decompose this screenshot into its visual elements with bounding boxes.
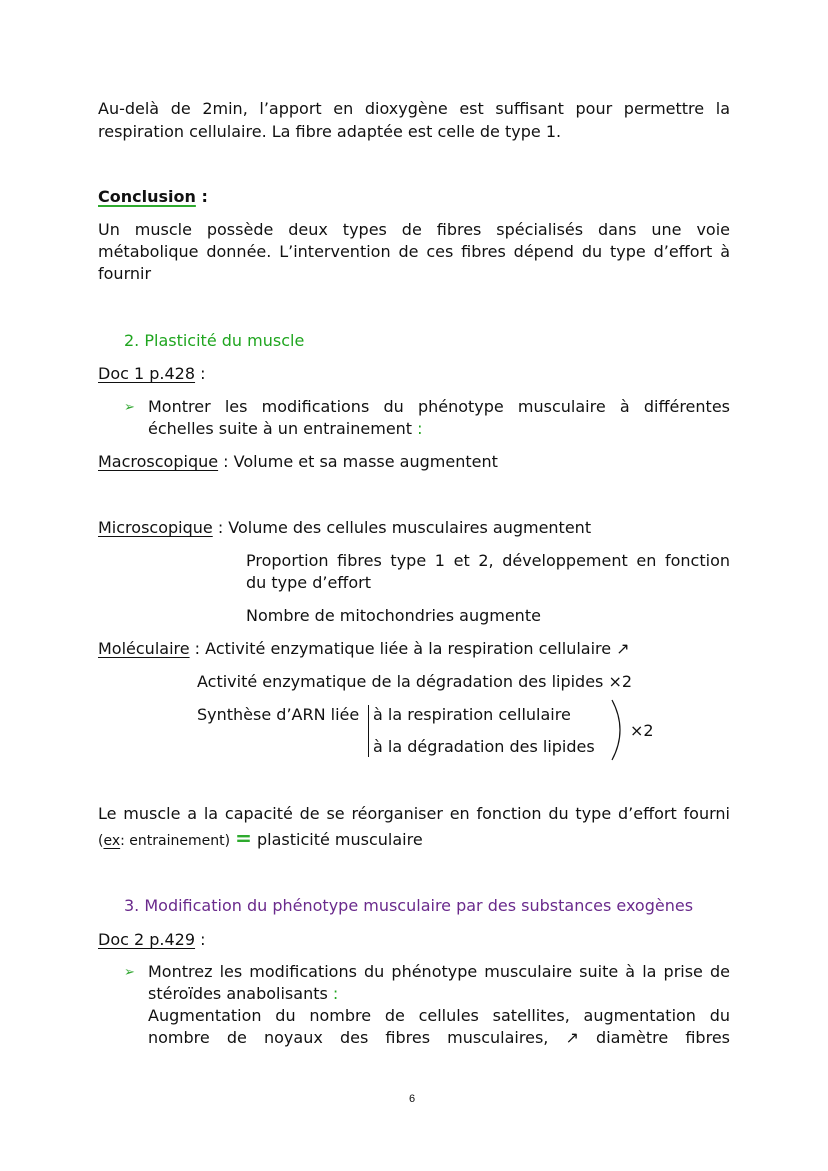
arrow-bullet-icon: ➢ [124, 400, 135, 415]
micro-line: Nombre de mitochondries augmente [246, 606, 541, 625]
conclusion-line: fournir [98, 264, 152, 283]
macro-row [98, 451, 498, 473]
doc-reference-row [98, 363, 206, 385]
molecular-factor: ×2 [630, 721, 654, 740]
molecular-line: Activité enzymatique de la dégradation des lipides ×2 [197, 672, 633, 691]
molecular-sub-line: à la respiration cellulaire [373, 705, 571, 724]
summary-ex: ex [103, 833, 121, 849]
section-title: 2. Plasticité du muscle [124, 331, 305, 350]
page-number: 6 [409, 1093, 416, 1105]
conclusion-heading-row [98, 186, 208, 208]
bullet-colon: : [412, 419, 423, 438]
summary-line: Le muscle a la capacité de se réorganiser en fonction du type d’effort fourni [98, 804, 730, 823]
conclusion-heading: Conclusion [98, 187, 196, 206]
molecular-row [98, 638, 630, 660]
bullet-text: échelles suite à un entrainement [148, 419, 413, 438]
body-line: Augmentation du nombre de cellules satellites, augmentation du [148, 1006, 730, 1025]
molecular-label: Moléculaire [98, 639, 190, 658]
paragraph-line: Au-delà de 2min, l’apport en dioxygène est suffisant pour permettre la [98, 99, 730, 118]
doc-colon: : [195, 364, 206, 383]
summary-paren: ( [98, 833, 104, 849]
doc-reference: Doc 2 p.429 [98, 930, 196, 949]
closing-brace-icon [608, 698, 630, 762]
micro-line: du type d’effort [246, 573, 371, 592]
doc-colon: : [195, 930, 206, 949]
conclusion-line: métabolique donnée. L’intervention de ces fibres dépend du type d’effort à [98, 242, 730, 261]
bullet-text: stéroïdes anabolisants [148, 984, 328, 1003]
paragraph-line: respiration cellulaire. La fibre adaptée est celle de type 1. [98, 122, 562, 141]
body-line: nombre de noyaux des fibres musculaires, ↗ diamètre fibres [148, 1028, 730, 1047]
conclusion-line: Un muscle possède deux types de fibres spécialisés dans une voie [98, 220, 730, 239]
molecular-sub-line: à la dégradation des lipides [373, 737, 595, 756]
brace-divider [368, 705, 369, 757]
summary-end: plasticité musculaire [257, 830, 423, 849]
micro-row [98, 517, 591, 539]
doc-reference-row [98, 929, 206, 951]
arrow-bullet-icon: ➢ [124, 965, 135, 980]
micro-line: Proportion fibres type 1 et 2, développement en fonction [246, 551, 730, 570]
doc-reference: Doc 1 p.428 [98, 364, 196, 383]
summary-paren-rest: : entrainement) [120, 833, 231, 849]
bullet-line: Montrez les modifications du phénotype musculaire suite à la prise de [148, 962, 730, 981]
macro-label: Macroscopique [98, 452, 219, 471]
molecular-text: : Activité enzymatique liée à la respiration cellulaire ↗ [189, 639, 630, 658]
summary-line-2 [98, 827, 423, 852]
macro-text: : Volume et sa masse augmentent [218, 452, 498, 471]
micro-text: : Volume des cellules musculaires augmentent [212, 518, 592, 537]
conclusion-colon: : [195, 187, 208, 206]
bullet-line [148, 418, 423, 440]
bullet-colon: : [327, 984, 339, 1003]
section-title: 3. Modification du phénotype musculaire par des substances exogènes [124, 896, 694, 915]
micro-label: Microscopique [98, 518, 213, 537]
bullet-line [148, 983, 338, 1005]
equals-sign: = [235, 826, 252, 850]
molecular-line-prefix: Synthèse d’ARN liée [197, 705, 360, 724]
bullet-line: Montrer les modifications du phénotype musculaire à différentes [148, 397, 730, 416]
